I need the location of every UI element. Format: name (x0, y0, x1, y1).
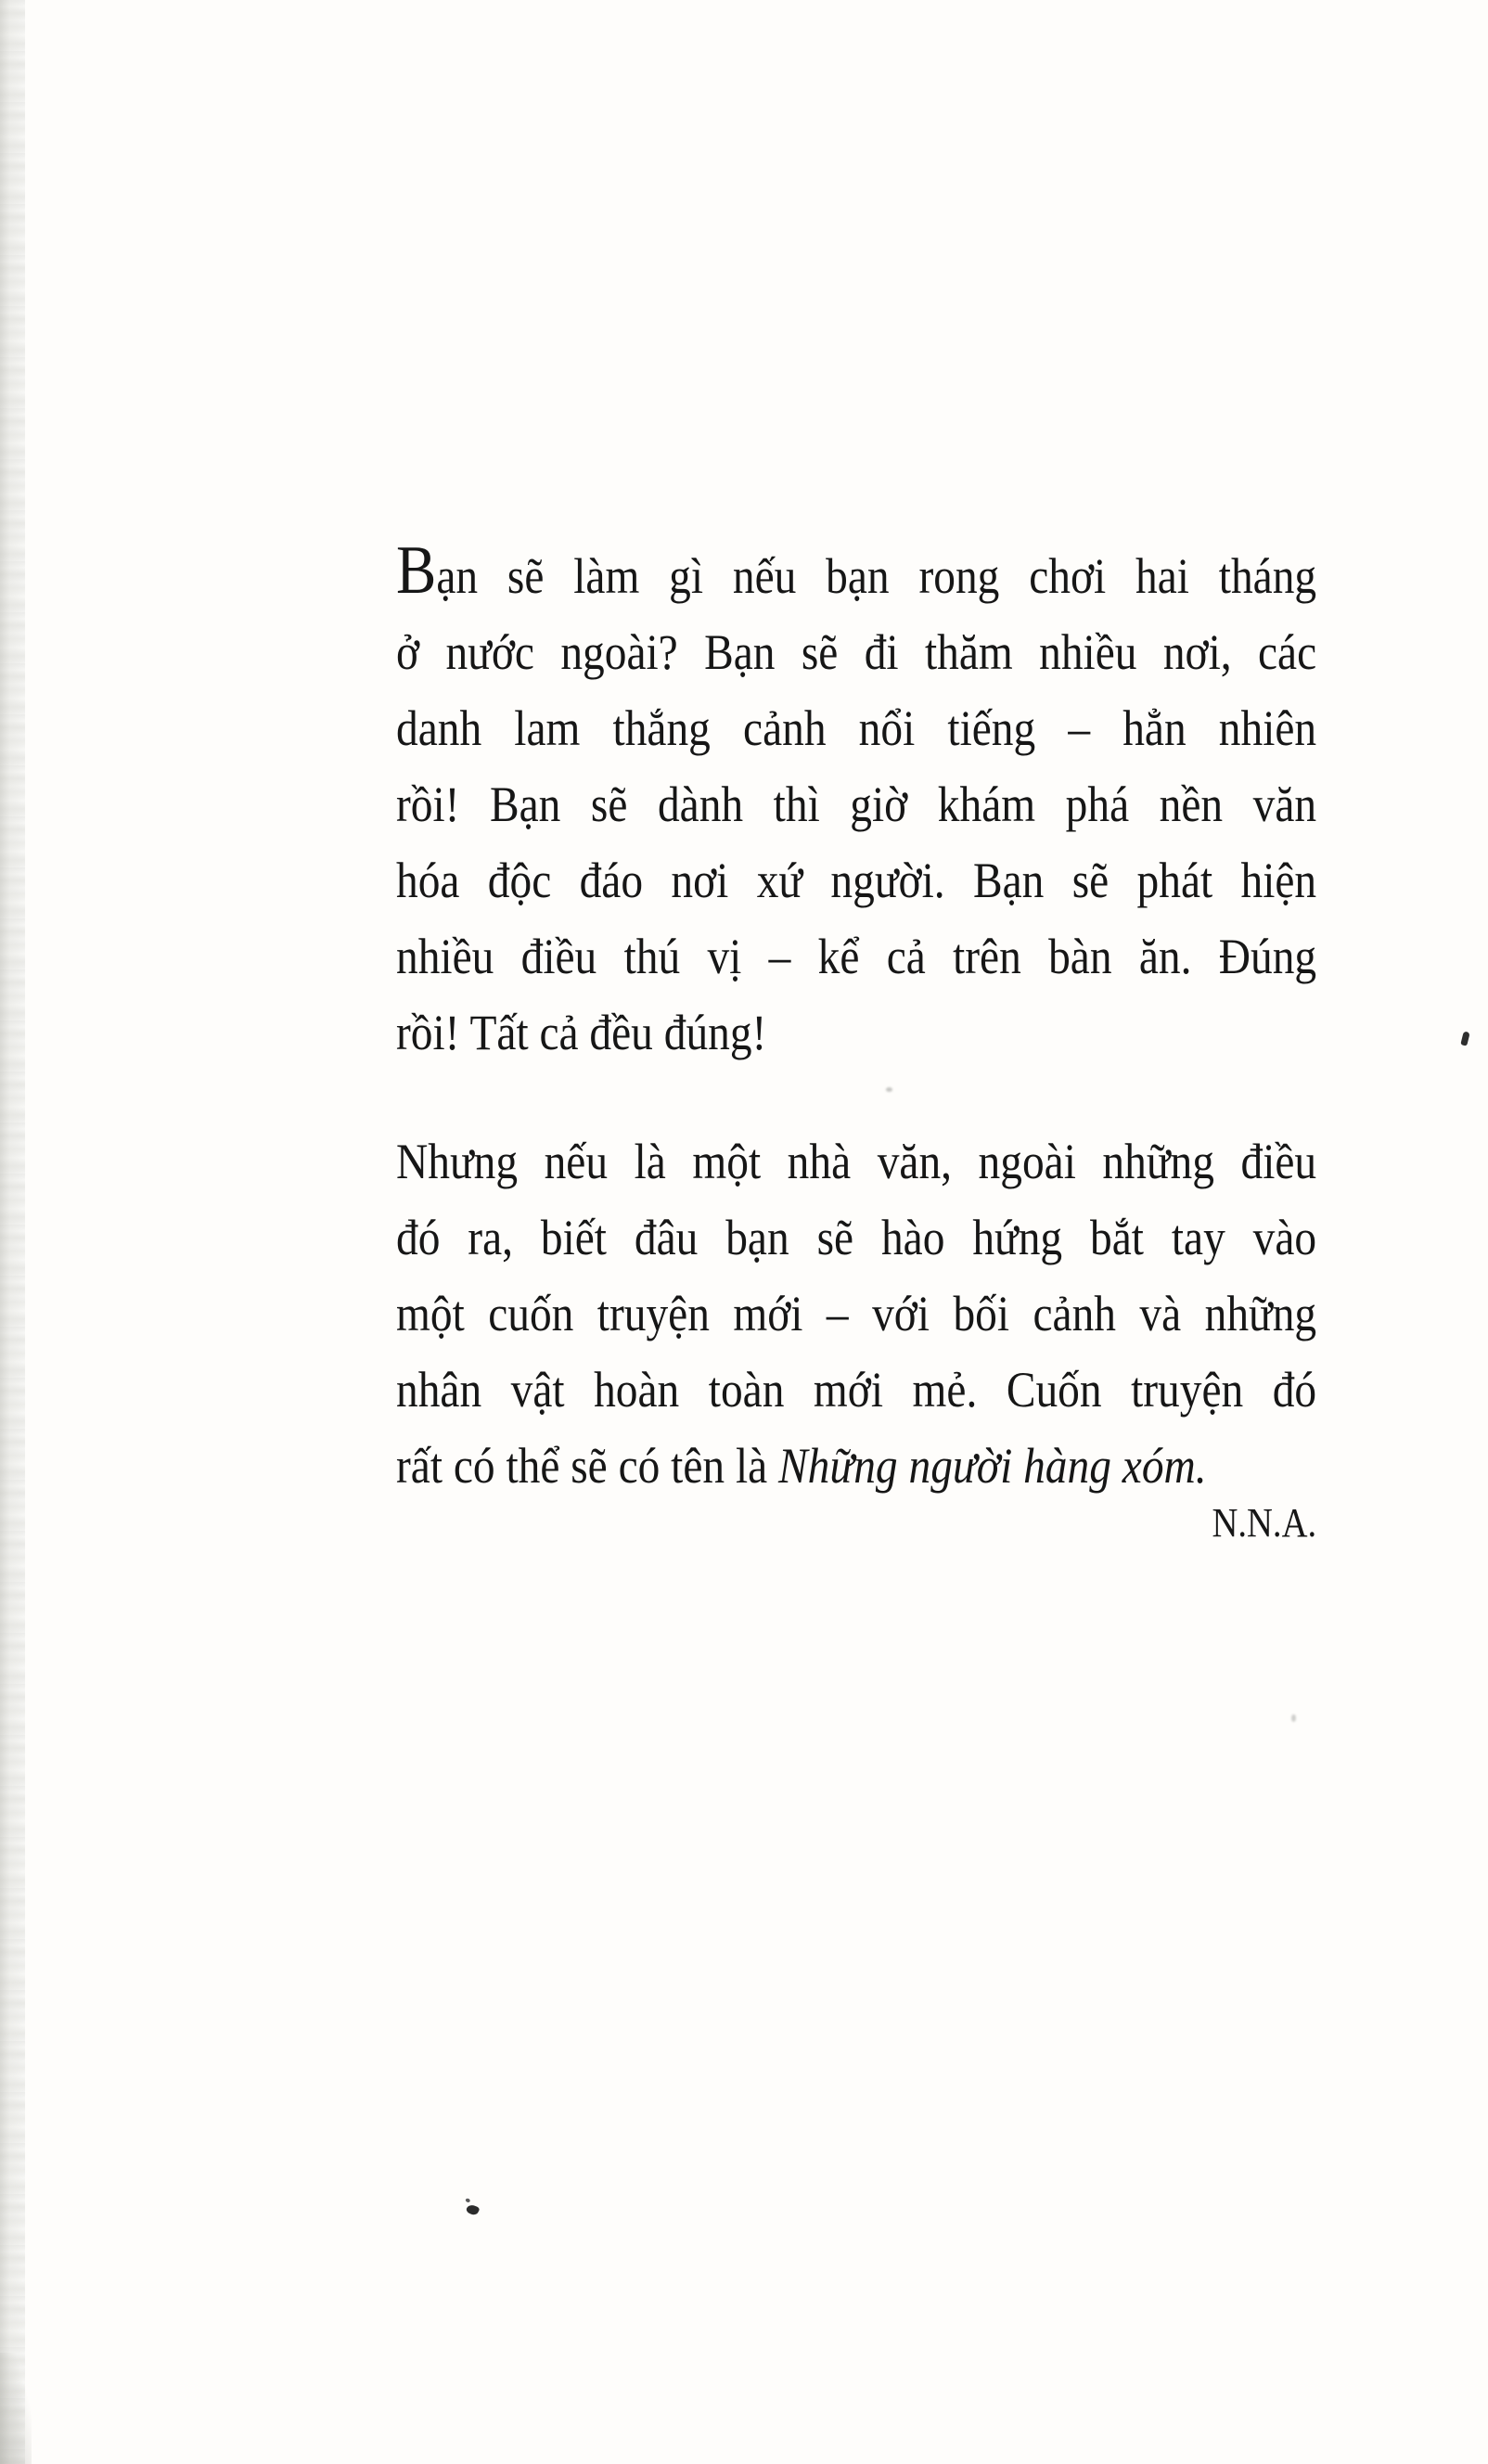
text-line: ở nước ngoài? Bạn sẽ đi thăm nhiều nơi, các (396, 624, 1317, 680)
text-line: hóa độc đáo nơi xứ người. Bạn sẽ phát hiện (396, 853, 1317, 908)
text-line: Nhưng nếu là một nhà văn, ngoài những điều (396, 1134, 1317, 1189)
line-text: ạn sẽ làm gì nếu bạn rong chơi hai tháng (436, 548, 1317, 604)
author-initials: N.N.A. (1212, 1500, 1317, 1546)
text-line: rồi! Bạn sẽ dành thì giờ khám phá nền văn (396, 776, 1317, 832)
text-block (396, 533, 1317, 1546)
text-line (396, 1428, 1316, 1504)
text-line: đó ra, biết đâu bạn sẽ hào hứng bắt tay vào (396, 1210, 1317, 1265)
text-line: nhân vật hoàn toàn mới mẻ. Cuốn truyện đó (396, 1362, 1317, 1418)
text-line: một cuốn truyện mới – với bối cảnh và những (396, 1286, 1317, 1341)
drop-cap: B (396, 533, 437, 609)
text-line: danh lam thắng cảnh nổi tiếng – hẳn nhiên (396, 700, 1317, 756)
scan-speck-right-margin (1460, 1031, 1469, 1046)
scan-speck-below-paragraph (886, 1087, 892, 1092)
text-line: nhiều điều thú vị – kể cả trên bàn ăn. Đúng (396, 929, 1317, 984)
paragraph-2 (396, 1123, 1316, 1504)
text-line (396, 533, 1317, 614)
text-line: rồi! Tất cả đều đúng! (396, 1005, 767, 1060)
scan-speck-below-signature (1291, 1714, 1296, 1722)
line-text: rất có thể sẽ có tên là (396, 1438, 779, 1494)
scan-speck-bottom-left (465, 2203, 480, 2217)
paragraph-1 (396, 533, 1317, 1071)
book-title-italic: Những người hàng xóm. (778, 1438, 1207, 1494)
page-edge-scan-shadow (0, 0, 25, 2464)
